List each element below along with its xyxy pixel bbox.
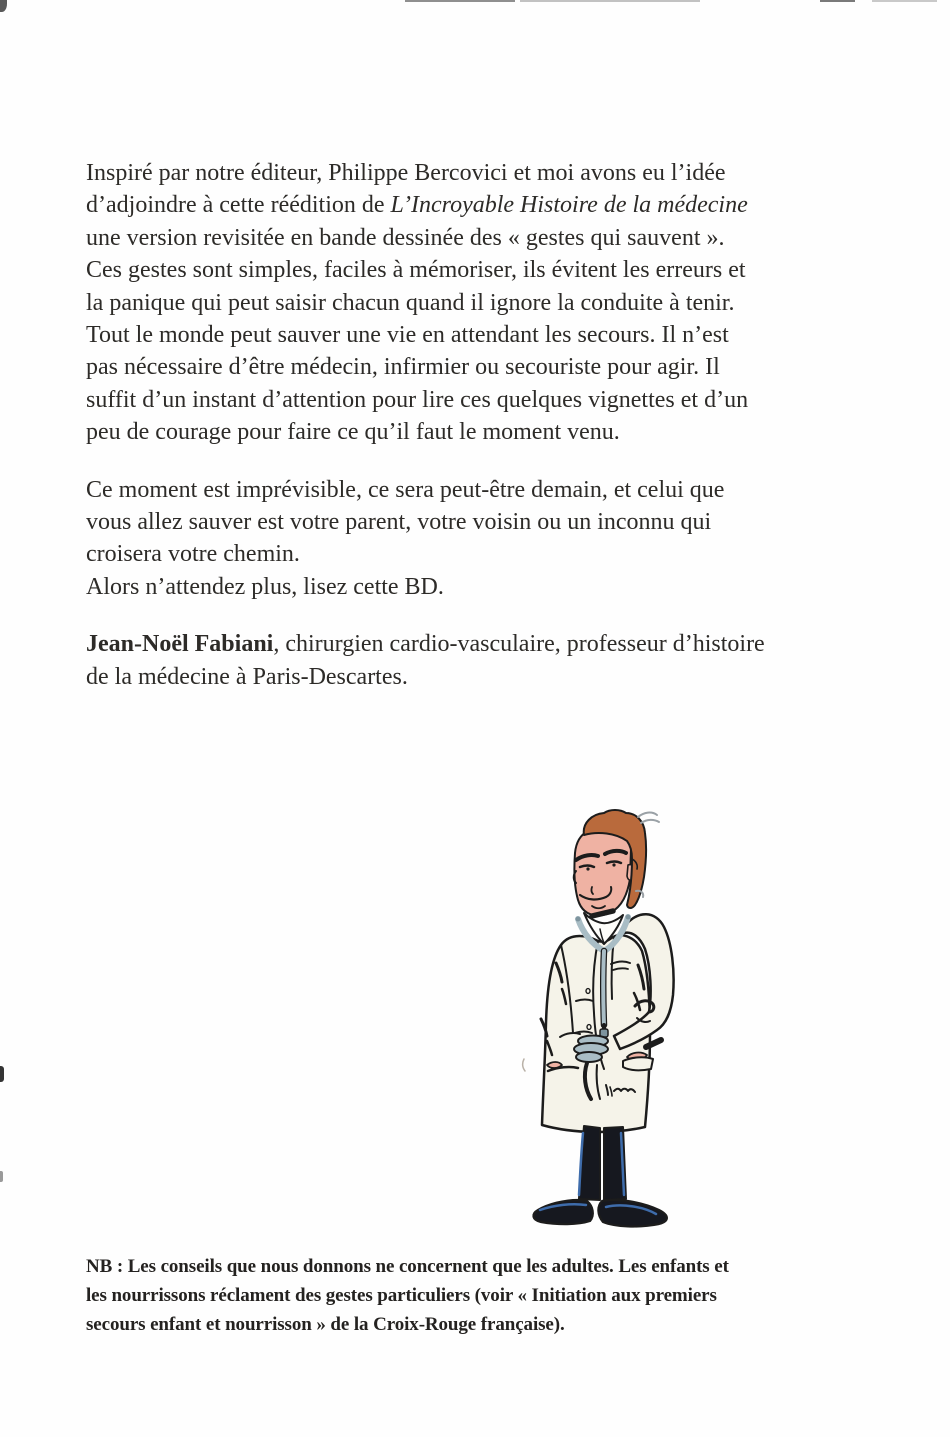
doctor-illustration (520, 803, 690, 1233)
text-line (86, 506, 866, 538)
scan-artifact-left-tick-1 (0, 1066, 4, 1082)
text-segment: Ces gestes sont simples, faciles à mémoriser, ils évitent les erreurs et (86, 257, 746, 284)
doctor-head (574, 810, 659, 916)
text-line (86, 157, 866, 189)
note-line: secours enfant et nourrisson » de la Croix-Rouge française). (86, 1314, 565, 1335)
text-line (86, 384, 866, 416)
text-line (86, 661, 866, 693)
text-line (86, 416, 866, 448)
text-line (86, 254, 866, 286)
text-line (86, 287, 866, 319)
note-line: les nourrissons réclament des gestes particuliers (voir « Initiation aux premiers (86, 1285, 717, 1306)
note-line: NB : Les conseils que nous donnons ne concernent que les adultes. Les enfants et (86, 1256, 729, 1277)
text-segment: Alors n’attendez plus, lisez cette BD. (86, 573, 444, 600)
text-segment: Ce moment est imprévisible, ce sera peut-être demain, et celui que (86, 476, 725, 503)
paragraph-intro (86, 157, 866, 449)
text-segment: suffit d’un instant d’attention pour lire ces quelques vignettes et d’un (86, 386, 749, 413)
text-line (86, 351, 866, 383)
scan-artifact-top-3 (820, 0, 855, 2)
scan-artifact-corner (0, 0, 7, 12)
scan-artifact-top-2 (520, 0, 700, 2)
text-segment: Tout le monde peut sauver une vie en attendant les secours. Il n’est (86, 322, 729, 349)
stray-mark (523, 1059, 525, 1071)
paragraph-author (86, 628, 866, 693)
text-segment: croisera votre chemin. (86, 541, 300, 568)
text-line (86, 628, 866, 660)
text-line (86, 538, 866, 570)
text-line (86, 319, 866, 351)
scan-artifact-top-4 (872, 0, 937, 2)
text-segment-italic: L’Incroyable Histoire de la médecine (390, 192, 748, 219)
text-segment: de la médecine à Paris-Descartes. (86, 663, 408, 690)
text-segment: Inspiré par notre éditeur, Philippe Bercovici et moi avons eu l’idée (86, 160, 726, 186)
text-line (86, 474, 866, 506)
paragraph-moment (86, 474, 866, 604)
text-segment: pas nécessaire d’être médecin, infirmier ou secouriste pour agir. Il (86, 354, 720, 381)
doctor-cartoon-svg (520, 803, 690, 1233)
doctor-shoes (533, 1200, 666, 1226)
doctor-pants (579, 1126, 626, 1200)
text-segment: une version revisitée en bande dessinée des « gestes qui sauvent ». (86, 224, 725, 251)
text-segment: peu de courage pour faire ce qu’il faut le moment venu. (86, 419, 620, 446)
text-line (86, 189, 866, 221)
scan-artifact-top-1 (405, 0, 515, 2)
text-segment: d’adjoindre à cette réédition de (86, 192, 391, 219)
text-segment-bold: Jean-Noël Fabiani (86, 631, 274, 658)
body-text (86, 157, 866, 718)
text-segment: , chirurgien cardio-vasculaire, professeur d’histoire (273, 631, 765, 658)
scan-artifact-left-tick-2 (0, 1171, 3, 1182)
nb-note (86, 1252, 886, 1339)
text-segment: vous allez sauver est votre parent, votre voisin ou un inconnu qui (86, 509, 712, 536)
text-segment: la panique qui peut saisir chacun quand il ignore la conduite à tenir. (86, 289, 735, 316)
text-line (86, 571, 866, 603)
text-line (86, 222, 866, 254)
